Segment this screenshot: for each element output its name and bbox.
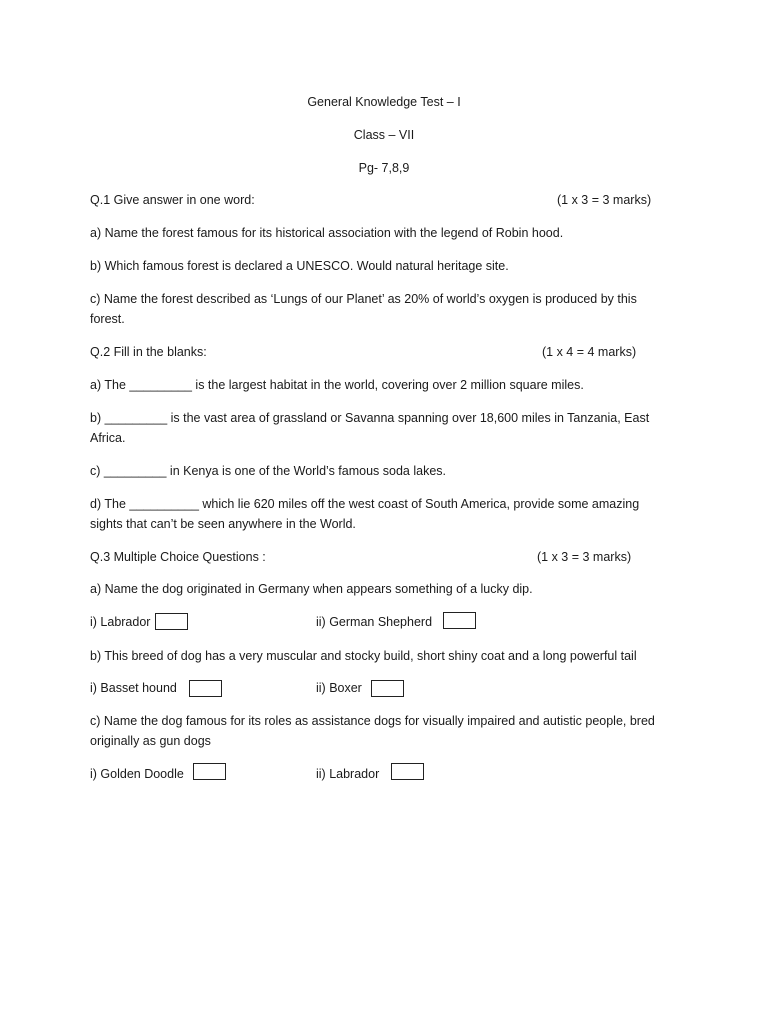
pages-label: Pg- 7,8,9 [358,161,410,175]
q3-a-question: a) Name the dog originated in Germany when appears something of a lucky dip. [90,582,533,596]
q2-item-b: b) _________ is the vast area of grassland or Savanna spanning over 18,600 miles in Tanzania, East Africa. [90,411,650,445]
q3-a-option-1-checkbox[interactable] [155,613,188,630]
q1-item-b: b) Which famous forest is declared a UNESCO. Would natural heritage site. [90,259,509,273]
q1-item-a: a) Name the forest famous for its historical association with the legend of Robin hood. [90,226,564,240]
q3-a-option-2-checkbox[interactable] [443,612,476,629]
q3-c-option-2-label: ii) Labrador [316,767,380,781]
q3-b-option-1-checkbox[interactable] [189,680,222,697]
q1-marks: (1 x 3 = 3 marks) [557,193,652,207]
q3-c-option-1-label: i) Golden Doodle [90,767,184,781]
q2-item-c: c) _________ in Kenya is one of the World’s famous soda lakes. [90,464,447,478]
q2-marks: (1 x 4 = 4 marks) [542,345,637,359]
q3-b-question: b) This breed of dog has a very muscular and stocky build, short shiny coat and a long powerful tail [90,649,637,663]
q1-item-c: c) Name the forest described as ‘Lungs of our Planet’ as 20% of world’s oxygen is produced by this forest. [90,292,637,326]
q3-c-option-1-checkbox[interactable] [193,763,226,780]
q3-b-option-2-checkbox[interactable] [371,680,404,697]
q2-item-a: a) The _________ is the largest habitat in the world, covering over 2 million square miles. [90,378,584,392]
q3-b-option-1-label: i) Basset hound [90,681,177,695]
q3-heading: Q.3 Multiple Choice Questions : [90,550,266,564]
q1-heading: Q.1 Give answer in one word: [90,193,255,207]
q2-heading: Q.2 Fill in the blanks: [90,345,207,359]
q3-marks: (1 x 3 = 3 marks) [537,550,632,564]
class-label: Class – VII [353,128,415,142]
q3-c-question: c) Name the dog famous for its roles as assistance dogs for visually impaired and autistic people, bred originally as gun dogs [90,714,655,748]
q3-a-option-2-label: ii) German Shepherd [316,615,433,629]
test-title: General Knowledge Test – I [307,95,461,109]
q3-c-option-2-checkbox[interactable] [391,763,424,780]
q3-b-option-2-label: ii) Boxer [316,681,362,695]
q3-a-option-1-label: i) Labrador [90,615,151,629]
q2-item-d: d) The __________ which lie 620 miles off the west coast of South America, provide some amazing sights that can’t be seen anywhere in the World. [90,497,640,531]
